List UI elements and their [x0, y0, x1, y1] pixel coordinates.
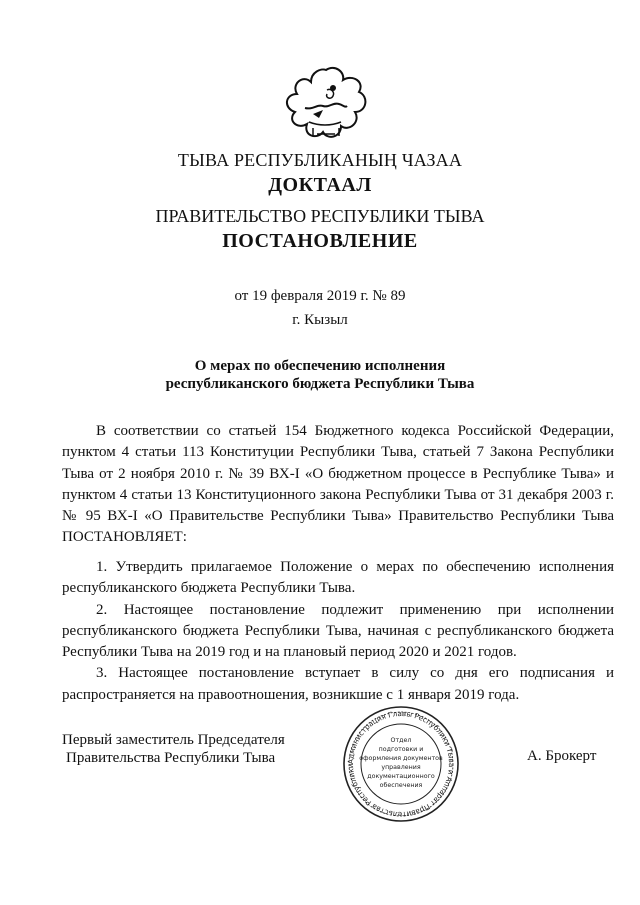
signatory-position-line: Первый заместитель Председателя — [62, 732, 285, 748]
document-date: от 19 февраля 2019 г. № 89 — [234, 288, 406, 304]
stamp-inner-line: Отдел — [390, 737, 412, 744]
signatory-name: А. Брокерт — [527, 748, 597, 764]
document-title-line: О мерах по обеспечению исполнения — [194, 358, 446, 374]
government-name: ПРАВИТЕЛЬСТВО РЕСПУБЛИКИ ТЫВА — [155, 206, 485, 226]
region-name-tuvan: ТЫВА РЕСПУБЛИКАНЫҢ ЧАЗАА — [177, 150, 463, 170]
stamp-inner-line: документационного — [367, 773, 435, 780]
preamble-text: В соответствии со статьей 154 Бюджетного кодекса Российской Федерации, пунктом 4 статьи 113 Конституции Республики Тыва, статьей 7 Закона Республики Тыва от 2 ноября 2010 г. № 39 ВХ-I «О бюджетном процессе в Республике Тыва» и пунктом 4 статьи 13 Конституционного закона Республики Тыва от 31 декабря 2003 г. № 95 ВХ-I «О Правительстве Республики Тыва» Правительство Республики Тыва ПОСТАНОВЛЯЕТ: — [62, 423, 614, 546]
resolution-items — [62, 557, 614, 706]
document-title-line: республиканского бюджета Республики Тыва — [165, 376, 475, 392]
doc-type: ПОСТАНОВЛЕНИЕ — [222, 230, 418, 252]
stamp-ring-text: Администрация Главы Республики Тыва и Аппарат Правительства Республики — [345, 708, 457, 820]
tuva-coat-of-arms-icon — [283, 66, 369, 146]
stamp-inner-line: управления — [381, 764, 421, 771]
doc-type-tuvan: ДОКТААЛ — [268, 174, 372, 196]
document-city: г. Кызыл — [292, 312, 348, 328]
resolution-item: 3. Настоящее постановление вступает в силу со дня его подписания и распространяется на правоотношения, возникшие с 1 января 2019 года. — [62, 665, 614, 703]
resolution-item: 2. Настоящее постановление подлежит применению при исполнении республиканского бюджета Республики Тыва, начиная с республиканского бюджета Республики Тыва на 2019 год и на плановый период 2020 и 2021 годов. — [62, 601, 614, 661]
stamp-inner-line: оформления документов — [359, 755, 443, 762]
stamp-inner-line: подготовки и — [378, 746, 424, 753]
resolution-item: 1. Утвердить прилагаемое Положение о мерах по обеспечению исполнения республиканского бюджета Республики Тыва. — [62, 559, 614, 597]
preamble — [62, 421, 614, 549]
signatory-position — [62, 731, 285, 767]
official-stamp-icon — [341, 704, 461, 824]
document-title — [0, 357, 640, 393]
signatory-position-line: Правительства Республики Тыва — [66, 750, 276, 766]
stamp-inner-line: обеспечения — [379, 782, 423, 789]
